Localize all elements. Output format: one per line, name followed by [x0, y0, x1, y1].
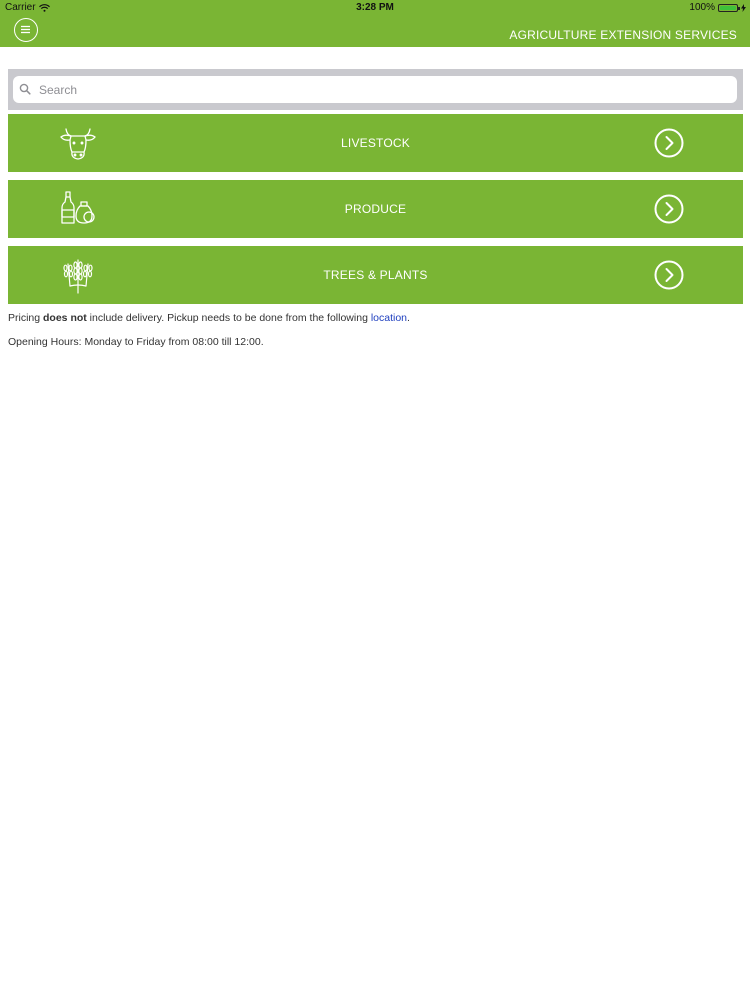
opening-hours: Opening Hours: Monday to Friday from 08:00 till 12:00.	[8, 336, 264, 348]
app-title: AGRICULTURE EXTENSION SERVICES	[509, 28, 737, 42]
pricing-text-mid: include delivery. Pickup needs to be done from the following	[86, 312, 371, 324]
battery-icon	[718, 4, 738, 12]
chevron-right-circle-icon[interactable]	[654, 194, 684, 224]
battery-group	[689, 2, 746, 13]
pricing-text-post: .	[407, 312, 410, 324]
carrier-label: Carrier	[5, 2, 36, 13]
search-field[interactable]	[13, 76, 737, 103]
status-time: 3:28 PM	[356, 2, 394, 13]
search-bar	[8, 69, 743, 110]
battery-percent: 100%	[689, 2, 715, 13]
search-input[interactable]	[33, 76, 735, 103]
charging-bolt-icon	[741, 4, 746, 12]
category-livestock[interactable]	[8, 114, 743, 172]
pricing-emphasis: does not	[43, 312, 87, 324]
pricing-note	[8, 312, 410, 324]
category-label: PRODUCE	[344, 202, 407, 216]
menu-button[interactable]	[14, 18, 38, 42]
battery-fill	[720, 6, 736, 10]
chevron-right-circle-icon[interactable]	[654, 260, 684, 290]
category-trees-plants[interactable]	[8, 246, 743, 304]
chevron-right-circle-icon[interactable]	[654, 128, 684, 158]
category-produce[interactable]	[8, 180, 743, 238]
app-header	[0, 0, 750, 47]
category-label: LIVESTOCK	[341, 136, 410, 150]
pricing-text-pre: Pricing	[8, 312, 44, 324]
status-bar	[0, 0, 750, 14]
location-link[interactable]: location	[370, 312, 408, 324]
category-label: TREES & PLANTS	[323, 268, 428, 282]
menu-icon	[15, 19, 36, 40]
search-icon	[19, 83, 31, 95]
